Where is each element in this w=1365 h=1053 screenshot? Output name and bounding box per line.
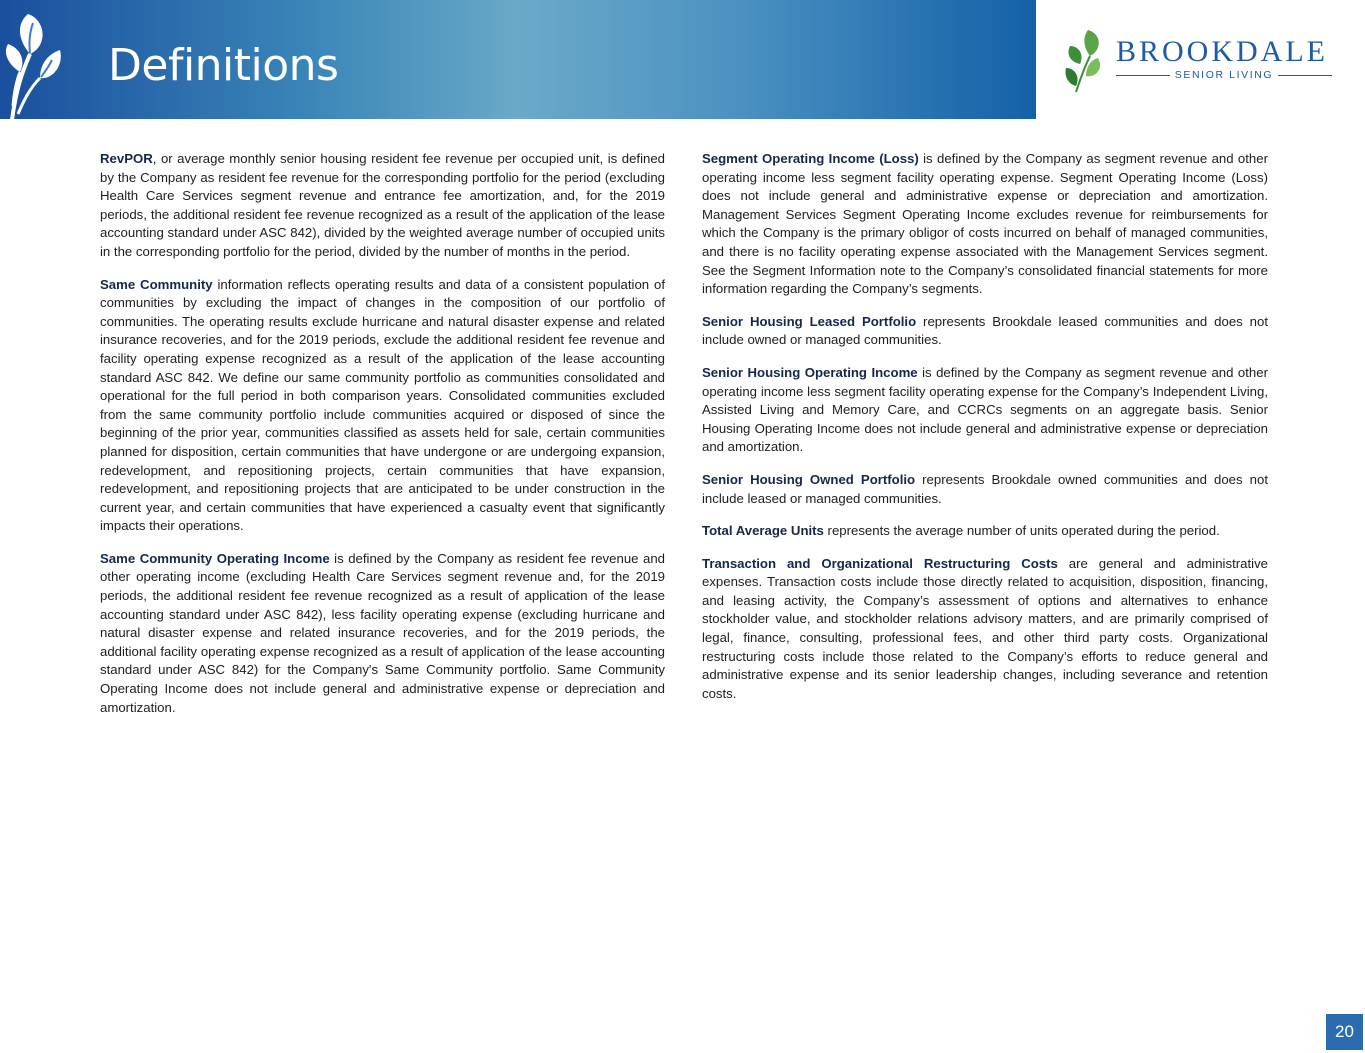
definition-text: represents Brookdale owned communities and does not include leased or managed communities. — [702, 471, 1268, 506]
leaf-icon — [0, 10, 70, 120]
definition-same-community-operating-income — [100, 550, 665, 717]
brookdale-logo — [1062, 28, 1342, 98]
definition-segment-operating-income — [702, 150, 1268, 299]
definition-senior-housing-operating-income — [702, 364, 1268, 457]
definition-text: information reflects operating results and data of a consistent population of communities by excluding the impact of changes in the composition of our portfolio of communities. The operating results exclude hurricane and natural disaster expense and related insurance recoveries, and for the 2019 periods, exclude the additional resident fee revenue and facility operating expense recognized as a result of the application of the lease accounting standard ASC 842. We define our same community portfolio as communities consolidated and operational for the full period in both comparison years. Consolidated communities excluded from the same community portfolio include communities acquired or disposed of since the beginning of the prior year, communities classified as assets held for sale, certain communities planned for disposition, certain communities that have undergone or are undergoing expansion, redevelopment, and repositioning projects, certain communities that have expansion, redevelopment, and repositioning projects that are anticipated to be under construction in the current year, and certain communities that have experienced a casualty event that significantly impacts their operations. — [100, 276, 665, 534]
leaf-logo-icon — [1062, 28, 1106, 92]
definitions-right-column — [702, 150, 1268, 717]
definition-text: are general and administrative expenses. Transaction costs include those directly related to acquisition, disposition, financing, and leasing activity, the Company’s assessment of options and alternatives to enhance stockholder value, and stockholder relations advisory matters, and are primarily comprised of legal, finance, consulting, professional fees, and other third party costs. Organizational restructuring costs include those related to the Company’s efforts to reduce general and administrative expense and its senior leadership changes, including severance and retention costs. — [702, 555, 1268, 701]
brand-tagline — [1116, 69, 1332, 81]
tagline-rule-left — [1116, 75, 1170, 76]
definition-term: RevPOR — [100, 151, 153, 166]
definition-same-community — [100, 276, 665, 536]
definition-term: Same Community Operating Income — [100, 550, 330, 566]
definition-revpor — [100, 150, 665, 262]
header-band — [0, 0, 1036, 119]
definition-term: Same Community — [100, 276, 213, 292]
definition-term: Senior Housing Operating Income — [702, 364, 918, 380]
definition-term: Total Average Units — [702, 523, 824, 539]
tagline-rule-right — [1278, 75, 1332, 76]
page-number-badge: 20 — [1326, 1014, 1363, 1050]
brand-name: BROOKDALE — [1116, 35, 1328, 68]
definition-senior-housing-owned-portfolio — [702, 471, 1268, 508]
definition-text: is defined by the Company as resident fee revenue and other operating income (excluding Health Care Services segment revenue and, for the 2019 periods, the additional resident fee revenue recognized as a result of application of the lease accounting standard under ASC 842), less facility operating expense (excluding hurricane and natural disaster expense and related insurance recoveries, and for the 2019 periods, the additional facility operating expense recognized as a result of application of the lease accounting standard under ASC 842) for the Company's Same Community portfolio. Same Community Operating Income does not include general and administrative expense or depreciation and amortization. — [100, 550, 665, 715]
definition-text: , or average monthly senior housing resident fee revenue per occupied unit, is defined by the Company as resident fee revenue for the corresponding portfolio for the period (excluding Health Care Services segment revenue and entrance fee amortization, and, for the 2019 periods, the additional resident fee revenue recognized as a result of the application of the lease accounting standard under ASC 842), divided by the weighted average number of occupied units in the corresponding portfolio for the period, divided by the number of months in the period. — [100, 151, 665, 259]
definition-term: Segment Operating Income (Loss) — [702, 151, 919, 166]
definition-term: Transaction and Organizational Restructuring Costs — [702, 555, 1058, 571]
definition-text: is defined by the Company as segment revenue and other operating income less segment facility operating expense for the Company’s Independent Living, Assisted Living and Memory Care, and CCRCs segments on an aggregate basis. Senior Housing Operating Income does not include general and administrative expense or depreciation and amortization. — [702, 364, 1268, 455]
definition-text: represents Brookdale leased communities and does not include owned or managed communities. — [702, 313, 1268, 348]
page-title: Definitions — [108, 40, 339, 91]
definition-text: is defined by the Company as segment revenue and other operating income less segment facility operating expense. Segment Operating Income (Loss) does not include general and administrative expense or depreciation and amortization. Management Services Segment Operating Income excludes revenue for reimbursements for which the Company is the primary obligor of costs incurred on behalf of managed communities, and there is no facility operating expense associated with the Management Services segment. See the Segment Information note to the Company’s consolidated financial statements for more information regarding the Company’s segments. — [702, 151, 1268, 297]
definitions-left-column — [100, 150, 665, 731]
definition-senior-housing-leased-portfolio — [702, 313, 1268, 350]
brand-tagline-text: SENIOR LIVING — [1174, 69, 1274, 81]
definition-total-average-units — [702, 522, 1268, 541]
definition-text: represents the average number of units operated during the period. — [823, 523, 1220, 539]
definition-term: Senior Housing Leased Portfolio — [702, 313, 917, 329]
definition-transaction-restructuring-costs — [702, 555, 1268, 704]
definition-term: Senior Housing Owned Portfolio — [702, 471, 916, 487]
